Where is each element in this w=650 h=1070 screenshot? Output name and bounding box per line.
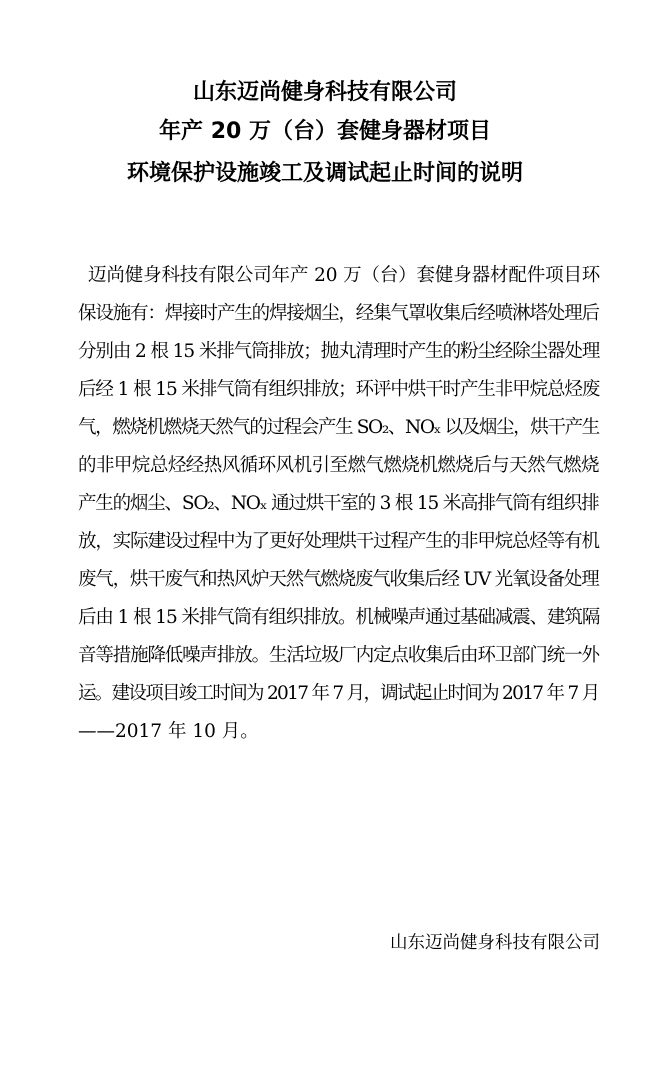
body-line: 产生的烟尘、SO₂、NOₓ 通过烘干室的 3 根 15 米高排气筒有组织排 — [78, 493, 599, 514]
body-line: 保设施有：焊接时产生的焊接烟尘，经集气罩收集后经喷淋塔处理后 — [78, 303, 599, 324]
body-line: 放，实际建设过程中为了更好处理烘干过程产生的非甲烷总烃等有机 — [78, 531, 599, 552]
body-line: 运。建设项目竣工时间为 2017 年 7 月，调试起止时间为 2017 年 7 月 — [78, 683, 599, 704]
body-line: 气，燃烧机燃烧天然气的过程会产生 SO₂、NOₓ 以及烟尘，烘干产生 — [78, 417, 599, 438]
body-line: 后由 1 根 15 米排气筒有组织排放。机械噪声通过基础减震、建筑隔 — [78, 607, 600, 628]
document-title-project: 年产 20 万（台）套健身器材项目 — [159, 119, 491, 144]
body-line: ——2017 年 10 月。 — [78, 721, 259, 742]
document-title-subject: 环境保护设施竣工及调试起止时间的说明 — [126, 161, 523, 186]
body-line: 分别由 2 根 15 米排气筒排放；抛丸清理时产生的粉尘经除尘器处理 — [78, 341, 600, 362]
document-signature: 山东迈尚健身科技有限公司 — [390, 933, 600, 953]
body-line: 后经 1 根 15 米排气筒有组织排放；环评中烘干时产生非甲烷总烃废 — [78, 379, 600, 400]
body-line: 废气，烘干废气和热风炉天然气燃烧废气收集后经 UV 光氧设备处理 — [78, 569, 599, 590]
document-title-company: 山东迈尚健身科技有限公司 — [192, 80, 457, 105]
body-line: 音等措施降低噪声排放。生活垃圾厂内定点收集后由环卫部门统一外 — [78, 645, 599, 666]
body-line: 迈尚健身科技有限公司年产 20 万（台）套健身器材配件项目环 — [88, 265, 601, 286]
body-line: 的非甲烷总烃经热风循环风机引至燃气燃烧机燃烧后与天然气燃烧 — [78, 455, 599, 476]
